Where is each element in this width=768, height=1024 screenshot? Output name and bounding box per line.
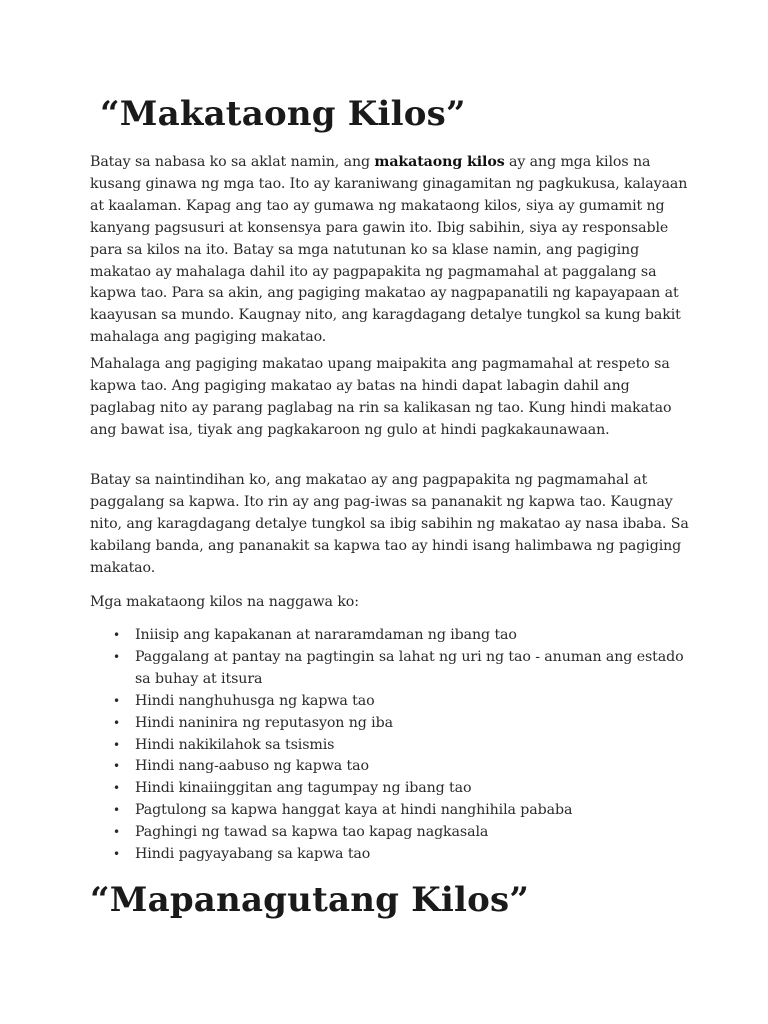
- paragraph-1-start: Batay sa nabasa ko sa aklat namin, ang: [90, 154, 375, 170]
- list-item: [90, 822, 690, 844]
- list-item: [90, 756, 690, 778]
- bullet-icon: •: [113, 693, 120, 708]
- list-item-text: Paggalang at pantay na pagtingin sa lahat ng uri ng tao - anuman ang estado sa buhay at itsura: [135, 648, 684, 687]
- list-item-text: Hindi nang-aabuso ng kapwa tao: [135, 758, 369, 775]
- heading-makataong-kilos: “Makataong Kilos”: [100, 94, 466, 134]
- makataong-kilos-list: [90, 625, 690, 866]
- bullet-icon: •: [113, 737, 120, 752]
- paragraph-3: Batay sa naintindihan ko, ang makatao ay ang pagpapakita ng pagmamahal at paggalang sa kapwa. Ito rin ay ang pag-iwas sa pananakit ng kapwa tao. Kaugnay nito, ang karagdagang detalye tungkol sa ibig sabihin ng makatao ay nasa ibaba. Sa kabilang banda, ang pananakit sa kapwa tao ay hindi isang halimbawa ng pagiging makatao.: [90, 472, 689, 576]
- bullet-icon: •: [113, 628, 120, 642]
- bullet-icon: •: [113, 781, 120, 796]
- list-item-text: Iniisip ang kapakanan at nararamdaman ng ibang tao: [135, 627, 517, 643]
- bold-term-makataong-kilos: makataong kilos: [374, 154, 505, 170]
- list-item: [90, 691, 690, 713]
- list-item-text: Pagtulong sa kapwa hanggat kaya at hindi nanghihila pababa: [135, 802, 573, 819]
- list-item-text: Hindi nakikilahok sa tsismis: [135, 736, 335, 753]
- list-item-text: Hindi pagyayabang sa kapwa tao: [135, 846, 371, 863]
- list-intro: Mga makataong kilos na naggawa ko:: [90, 594, 359, 610]
- list-item: [90, 844, 690, 866]
- list-item: [90, 778, 690, 800]
- bullet-icon: •: [113, 847, 120, 862]
- list-item: [90, 735, 690, 757]
- list-item: [90, 713, 690, 735]
- list-item: [90, 800, 690, 822]
- heading-mapanagutang-kilos: “Mapanagutang Kilos”: [90, 880, 530, 920]
- list-item-text: Hindi naninira ng reputasyon ng iba: [135, 714, 393, 731]
- bullet-icon: •: [113, 803, 120, 818]
- bullet-icon: •: [113, 759, 120, 774]
- bullet-icon: •: [113, 825, 120, 840]
- bullet-icon: •: [113, 649, 120, 664]
- paragraph-1-rest: ay ang mga kilos na kusang ginawa ng mga tao. Ito ay karaniwang ginagamitan ng pagkukusa, kalayaan at kaalaman. Kapag ang tao ay gumawa ng makataong kilos, siya ay gumamit ng kanyang pagsusuri at konsensya para gawin ito. Ibig sabihin, siya ay responsable para sa kilos na ito. Batay sa mga natutunan ko sa klase namin, ang pagiging makatao ay mahalaga dahil ito ay pagpapakita ng pagmamahal at paggalang sa kapwa tao. Para sa akin, ang pagiging makatao ay nagpapanatili ng kapayapaan at kaayusan sa mundo. Kaugnay nito, ang karagdagang detalye tungkol sa kung bakit mahalaga ang pagiging makatao.: [90, 154, 688, 346]
- bullet-icon: •: [113, 715, 120, 730]
- list-item: [90, 625, 690, 647]
- list-item-text: Paghingi ng tawad sa kapwa tao kapag nagkasala: [135, 824, 489, 841]
- list-item-text: Hindi nanghuhusga ng kapwa tao: [135, 692, 375, 709]
- paragraph-1: [90, 152, 690, 349]
- paragraph-2: Mahalaga ang pagiging makatao upang maipakita ang pagmamahal at respeto sa kapwa tao. Ang pagiging makatao ay batas na hindi dapat labagin dahil ang paglabag nito ay parang paglabag na rin sa kalikasan ng tao. Kung hindi makatao ang bawat isa, tiyak ang pagkakaroon ng gulo at hindi pagkakaunawaan.: [90, 356, 672, 438]
- list-item: [90, 647, 690, 691]
- list-item-text: Hindi kinaiinggitan ang tagumpay ng ibang tao: [135, 780, 472, 797]
